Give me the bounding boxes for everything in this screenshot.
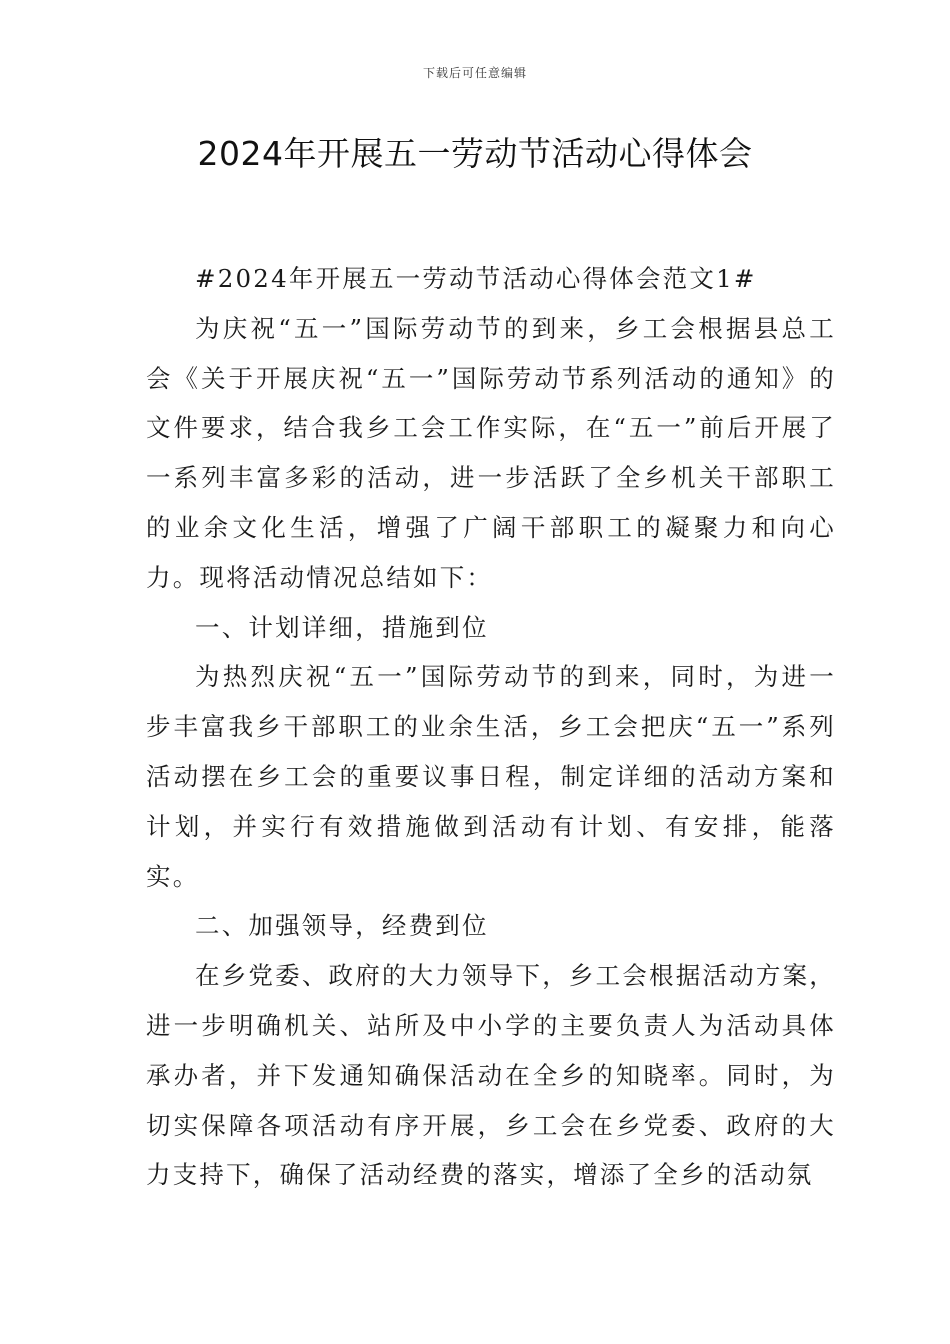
document-title: 2024年开展五一劳动节活动心得体会: [197, 134, 753, 173]
subheading: 二、加强领导，经费到位: [195, 911, 489, 941]
subheading: 一、计划详细，措施到位: [195, 612, 489, 642]
body-paragraph: 为庆祝“五一”国际劳动节的到来，乡工会根据县总工会《关于开展庆祝“五一”国际劳动节系列活动的通知》的文件要求，结合我乡工会工作实际，在“五一”前后开展了一系列丰富多彩的活动，进一步活跃了全乡机关干部职工的业余文化生活，增强了广阔干部职工的凝聚力和向心力。现将活动情况总结如下：: [146, 313, 836, 592]
header-note: 下载后可任意编辑: [422, 66, 527, 80]
document-body: [146, 254, 836, 1200]
body-paragraph: 在乡党委、政府的大力领导下，乡工会根据活动方案，进一步明确机关、站所及中小学的主要负责人为活动具体承办者，并下发通知确保活动在全乡的知晓率。同时，为切实保障各项活动有序开展，乡工会在乡党委、政府的大力支持下，确保了活动经费的落实，增添了全乡的活动氛: [146, 961, 836, 1190]
section-heading: #2024年开展五一劳动节活动心得体会范文1#: [195, 264, 757, 293]
body-paragraph: 为热烈庆祝“五一”国际劳动节的到来，同时，为进一步丰富我乡干部职工的业余生活，乡工会把庆“五一”系列活动摆在乡工会的重要议事日程，制定详细的活动方案和计划，并实行有效措施做到活动有计划、有安排，能落实。: [146, 662, 836, 891]
